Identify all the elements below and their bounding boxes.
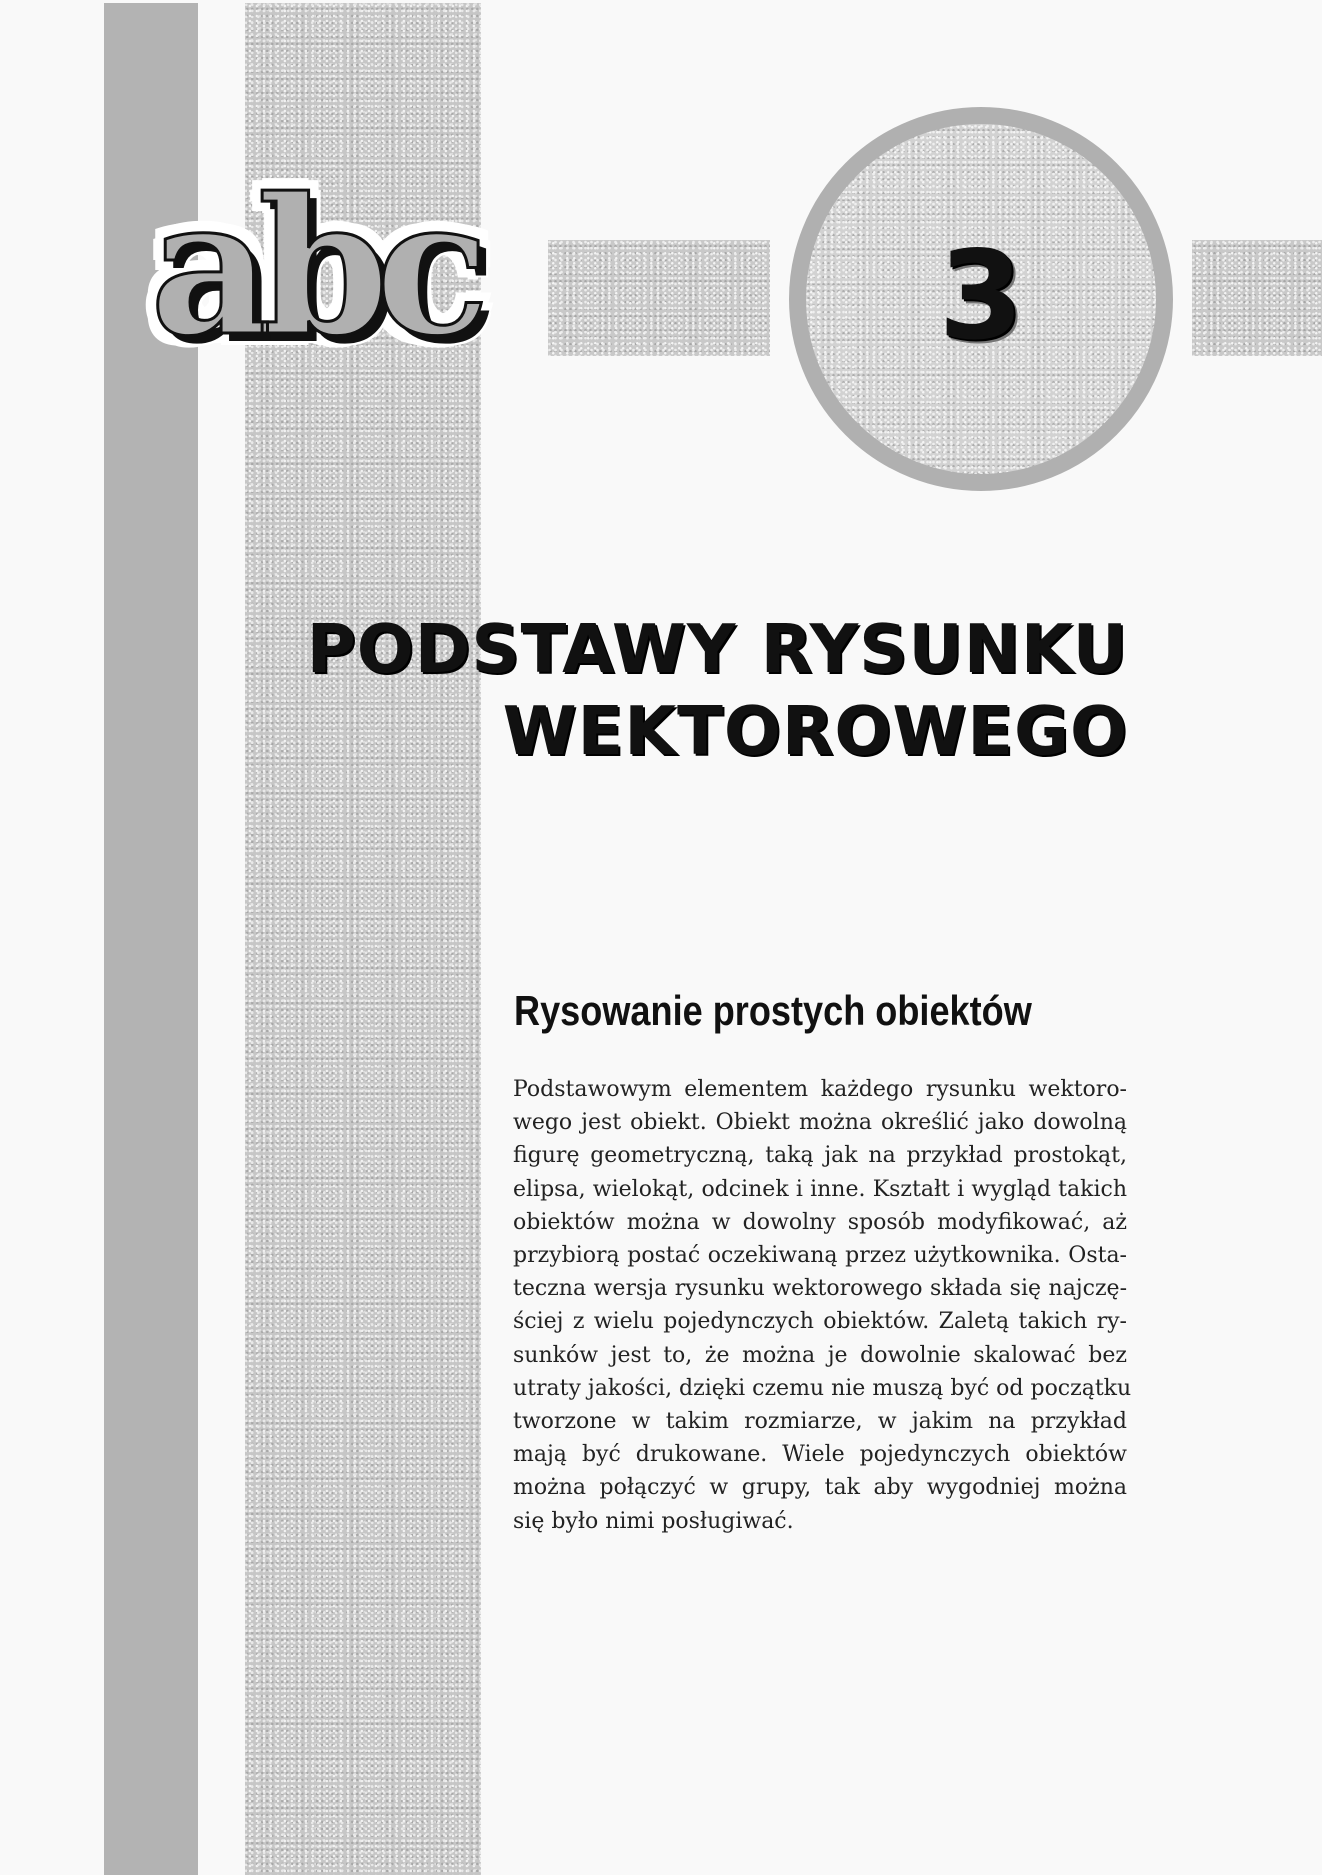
paragraph-line: można połączyć w grupy, tak aby wygodniej można bbox=[513, 1475, 1127, 1501]
body-paragraph bbox=[513, 1073, 1132, 1538]
section-heading: Rysowanie prostych obiektów bbox=[514, 987, 1032, 1034]
paragraph-line: mają być drukowane. Wiele pojedynczych obiektów bbox=[513, 1442, 1127, 1468]
chapter-title-line-1: PODSTAWY RYSUNKU bbox=[306, 610, 1128, 688]
paragraph-line: teczna wersja rysunku wektorowego składa się najczę- bbox=[513, 1276, 1127, 1302]
paragraph-line: wego jest obiekt. Obiekt można określić jako dowolną bbox=[513, 1110, 1127, 1136]
abc-badge: abc bbox=[150, 157, 476, 378]
paragraph-line: ściej z wielu pojedynczych obiektów. Zaletą takich ry- bbox=[513, 1309, 1127, 1335]
paragraph-line: się było nimi posługiwać. bbox=[513, 1508, 794, 1534]
paragraph-line: przybiorą postać oczekiwaną przez użytkownika. Osta- bbox=[513, 1243, 1127, 1269]
textured-band-left bbox=[548, 240, 770, 356]
paragraph-line: tworzone w takim rozmiarze, w jakim na przykład bbox=[513, 1409, 1127, 1435]
paragraph-line: figurę geometryczną, taką jak na przykład prostokąt, bbox=[513, 1143, 1127, 1169]
paragraph-line: elipsa, wielokąt, odcinek i inne. Kształt i wygląd takich bbox=[513, 1176, 1127, 1202]
paragraph-line: utraty jakości, dzięki czemu nie muszą być od początku bbox=[513, 1375, 1132, 1401]
chapter-title bbox=[290, 608, 1128, 772]
chapter-number: 3 bbox=[938, 225, 1024, 367]
paragraph-line: sunków jest to, że można je dowolnie skalować bez bbox=[513, 1342, 1127, 1368]
paragraph-line: obiektów można w dowolny sposób modyfikować, aż bbox=[513, 1209, 1127, 1235]
paragraph-line: Podstawowym elementem każdego rysunku wektoro- bbox=[513, 1077, 1127, 1102]
chapter-title-line-2: WEKTOROWEGO bbox=[502, 692, 1128, 770]
textured-band-right bbox=[1192, 240, 1322, 356]
chapter-number-circle bbox=[789, 107, 1173, 491]
